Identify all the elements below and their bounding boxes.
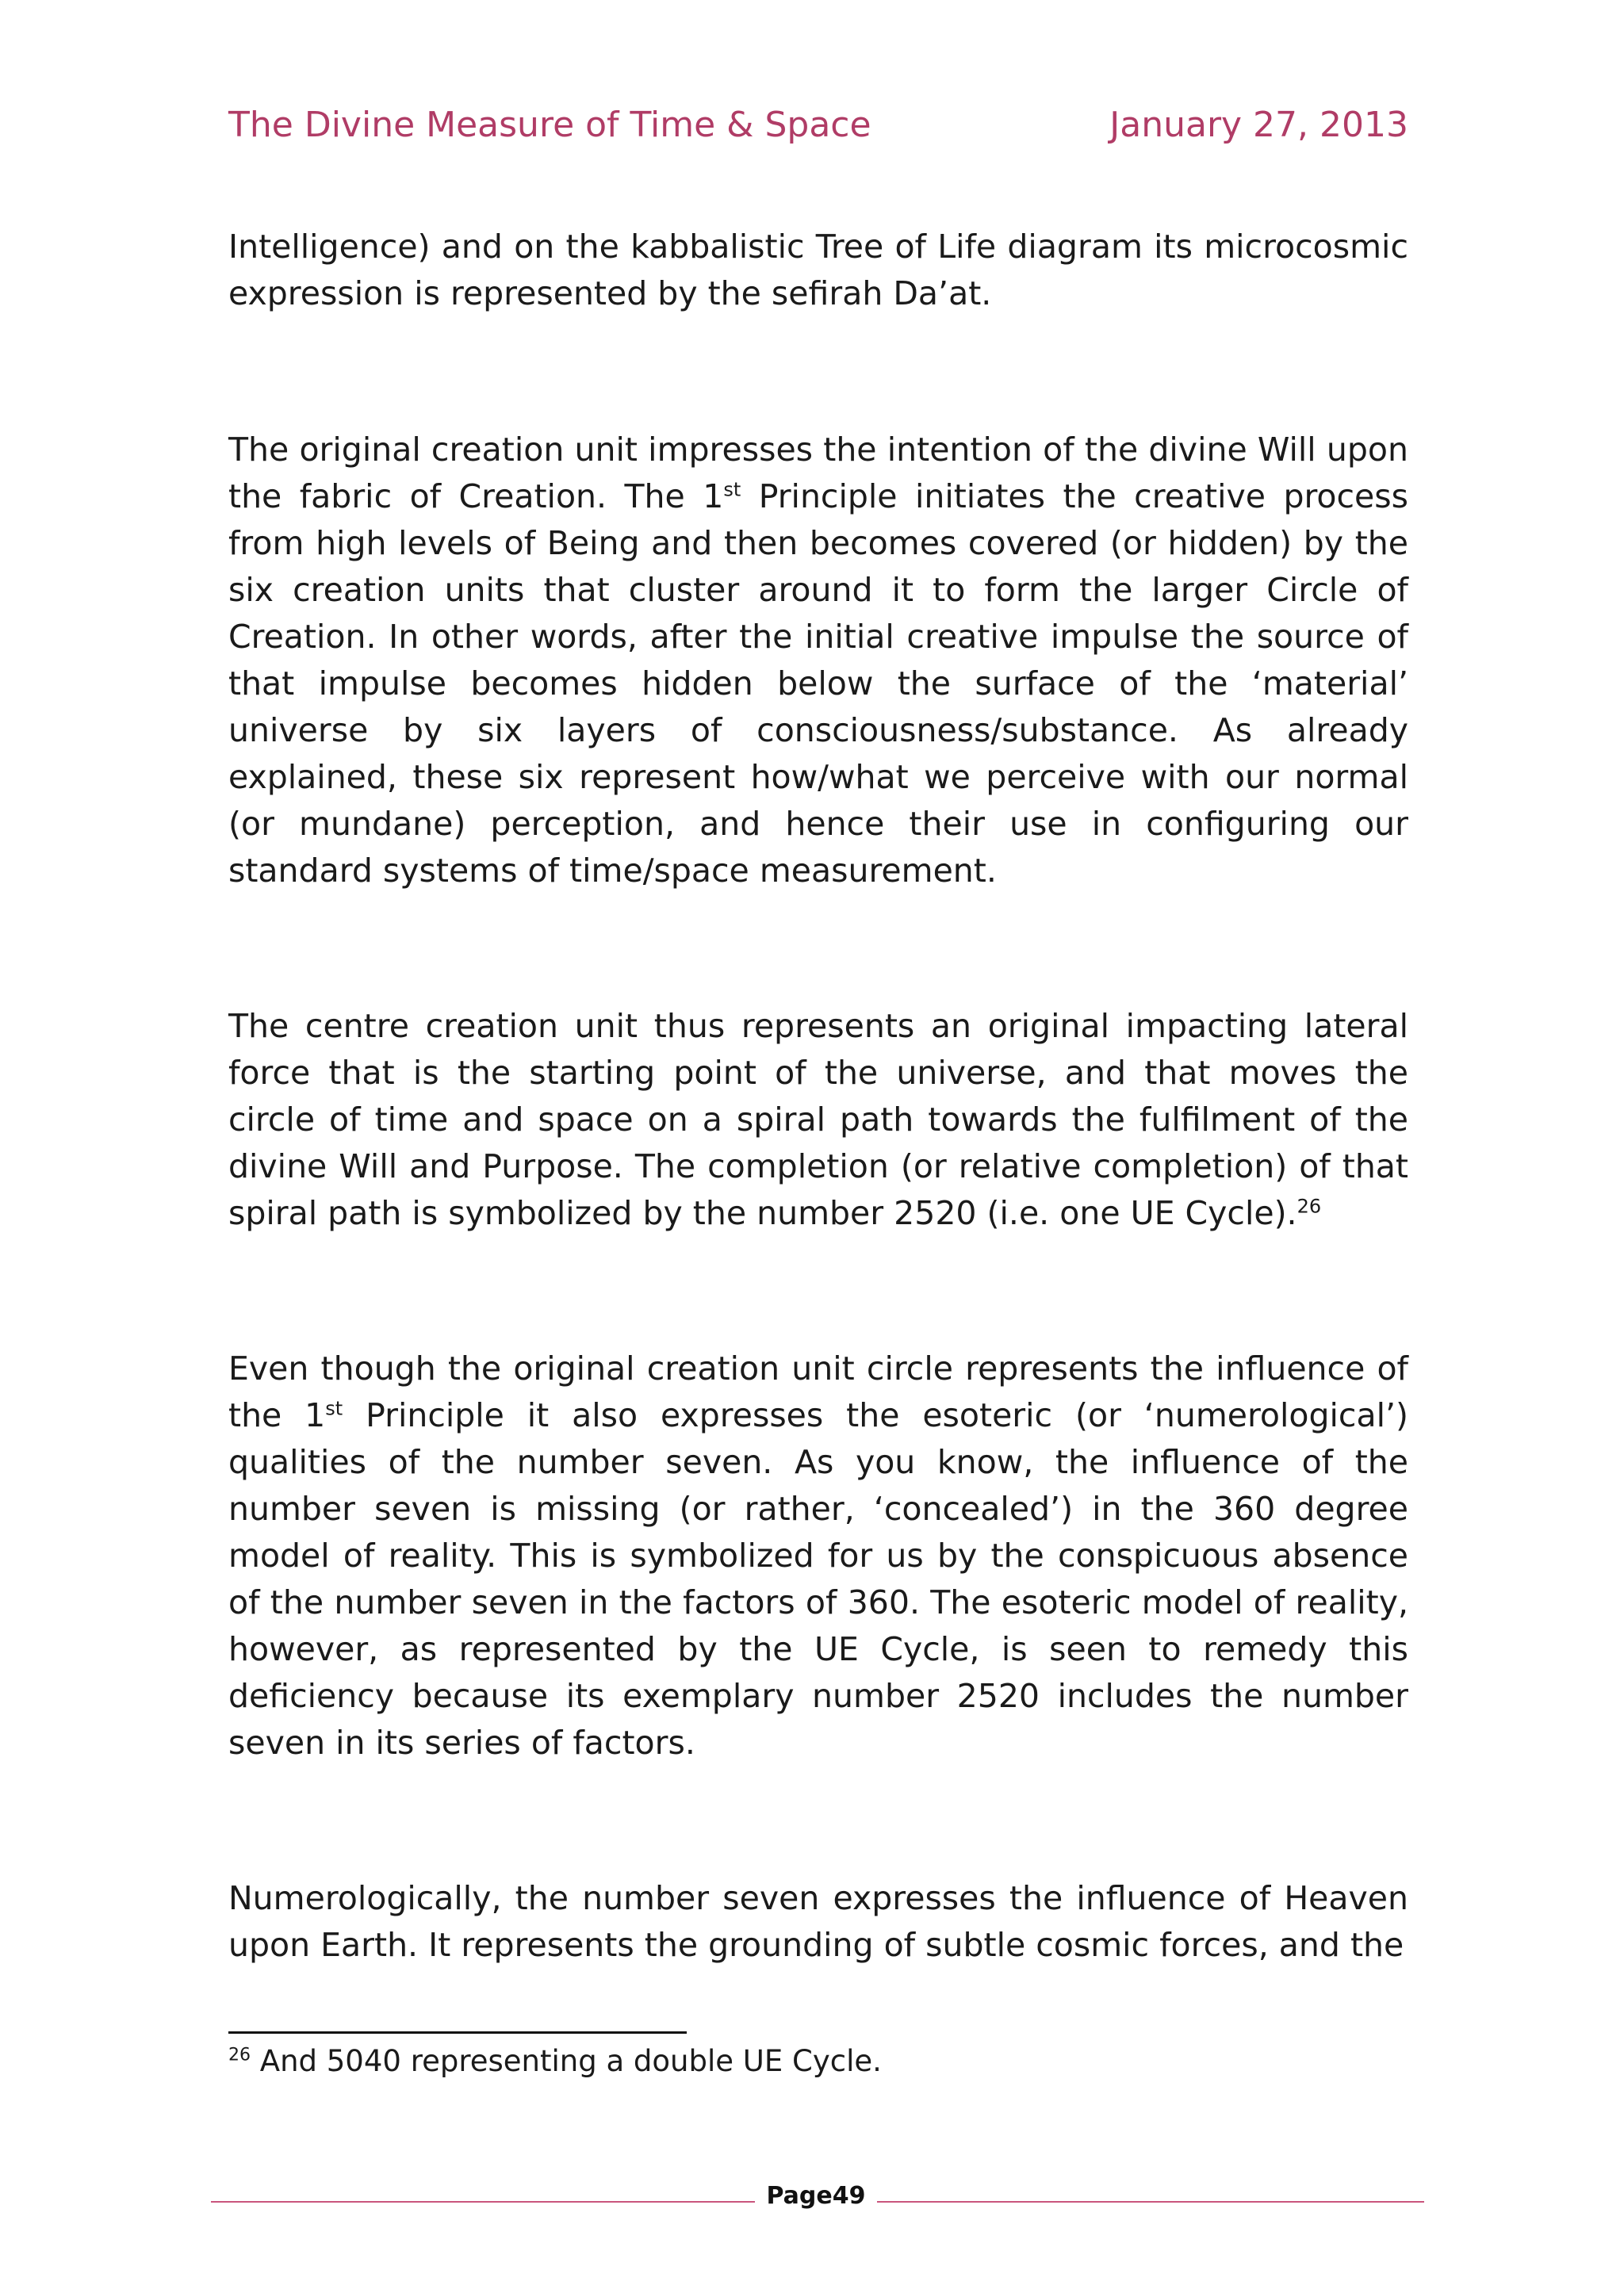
footer-rule-right bbox=[877, 2201, 1424, 2203]
footnote-separator bbox=[228, 2031, 687, 2034]
page-header bbox=[228, 105, 1408, 160]
footnote-number: 26 bbox=[228, 2045, 251, 2065]
paragraph-text: Numerologically, the number seven expresses the influence of Heaven upon Earth. It represents the grounding of subtle cosmic forces, and the bbox=[228, 1879, 1408, 1964]
paragraph-text: The centre creation unit thus represents an original impacting lateral force that is the starting point of the universe, and that moves the circle of time and space on a spiral path towards the fulfilment of the divine Will and Purpose. The completion (or relative completion) of that spiral path is symbolized by the number 2520 (i.e. one UE Cycle). bbox=[228, 1007, 1408, 1232]
document-date: January 27, 2013 bbox=[1109, 105, 1408, 145]
paragraph-text: Intelligence) and on the kabbalistic Tree of Life diagram its microcosmic expression is represented by the sefirah Da’at. bbox=[228, 228, 1408, 312]
paragraph-3 bbox=[228, 1003, 1408, 1237]
paragraph-4 bbox=[228, 1346, 1408, 1767]
paragraph-5 bbox=[228, 1875, 1408, 1969]
footnote-reference[interactable]: 26 bbox=[1297, 1195, 1322, 1218]
paragraph-text: The original creation unit impresses the intention of the divine Will upon the fabric of Creation. The 1 bbox=[228, 431, 1408, 515]
paragraph-text: Principle it also expresses the esoteric (or ‘numerological’) qualities of the number seven. As you know, the influence of the number seven is missing (or rather, ‘concealed’) in the 360 degree model of reality. This is symbolized for us by the conspicuous absence of the number seven in the factors of 360. The esoteric model of reality, however, as represented by the UE Cycle, is seen to remedy this deficiency because its exemplary number 2520 includes the number seven in its series of factors. bbox=[228, 1396, 1408, 1762]
footnote bbox=[228, 2044, 1408, 2078]
paragraph-text: Principle initiates the creative process from high levels of Being and then becomes covered (or hidden) by the six creation units that cluster around it to form the larger Circle of Creation. In other words, after the initial creative impulse the source of that impulse becomes hidden below the surface of the ‘material’ universe by six layers of consciousness/substance. As already explained, these six represent how/what we perceive with our normal (or mundane) perception, and hence their use in configuring our standard systems of time/space measurement. bbox=[228, 477, 1408, 890]
page-number: Page49 bbox=[766, 2182, 866, 2210]
paragraph-2 bbox=[228, 427, 1408, 894]
footnote-text: And 5040 representing a double UE Cycle. bbox=[251, 2044, 882, 2078]
document-title: The Divine Measure of Time & Space bbox=[228, 105, 871, 145]
paragraph-1 bbox=[228, 224, 1408, 317]
paragraph-text: Even though the original creation unit circle represents the influence of the 1 bbox=[228, 1349, 1408, 1434]
footer-rule-left bbox=[211, 2201, 755, 2203]
ordinal-suffix: st bbox=[723, 478, 741, 501]
page-footer bbox=[211, 2182, 1424, 2222]
ordinal-suffix: st bbox=[325, 1397, 343, 1420]
